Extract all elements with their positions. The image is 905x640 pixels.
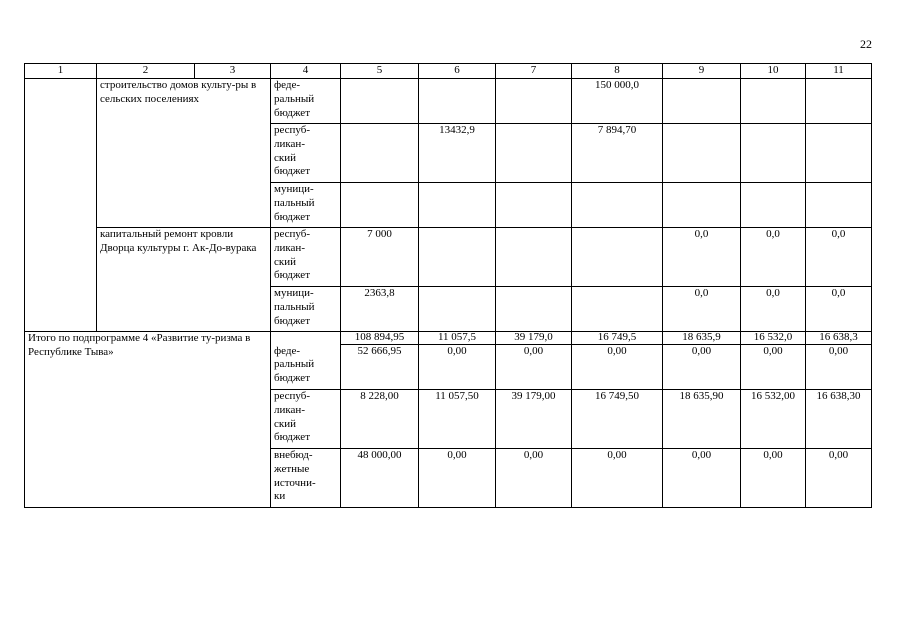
value-cell [806,183,872,228]
header-cell: 11 [806,64,872,79]
page-number: 22 [860,37,872,51]
source-label-federal: феде- ральный бюджет [271,79,341,124]
value-cell [741,183,806,228]
value-cell [663,79,741,124]
value-cell: 0,00 [741,449,806,508]
total-sum-cell: 11 057,5 [419,332,496,345]
value-cell: 150 000,0 [572,79,663,124]
value-cell: 7 000 [341,228,419,287]
value-cell [741,79,806,124]
value-cell: 0,00 [496,345,572,390]
value-cell: 13432,9 [419,124,496,183]
source-label-republic: респуб- ликан- ский бюджет [271,390,341,449]
header-cell: 8 [572,64,663,79]
total-title: Итого по подпрограмме 4 «Развитие ту-ризма в Республике Тыва» [25,332,271,508]
value-cell: 8 228,00 [341,390,419,449]
value-cell: 0,00 [663,449,741,508]
value-cell: 0,0 [741,228,806,287]
empty-cell [271,332,341,345]
total-sum-cell: 18 635,9 [663,332,741,345]
value-cell: 0,0 [663,287,741,332]
value-cell: 16 638,30 [806,390,872,449]
value-cell: 0,00 [806,345,872,390]
source-label-republic: респуб- ликан- ский бюджет [271,228,341,287]
value-cell [806,79,872,124]
value-cell [572,183,663,228]
value-cell: 11 057,50 [419,390,496,449]
value-cell: 0,00 [741,345,806,390]
header-cell: 9 [663,64,741,79]
header-cell: 3 [195,64,271,79]
value-cell: 0,0 [806,287,872,332]
total-sum-cell: 16 638,3 [806,332,872,345]
header-cell: 4 [271,64,341,79]
value-cell [419,183,496,228]
value-cell: 16 749,50 [572,390,663,449]
value-cell [663,183,741,228]
value-cell: 16 532,00 [741,390,806,449]
value-cell: 52 666,95 [341,345,419,390]
value-cell: 0,00 [496,449,572,508]
header-row [25,64,872,79]
event-title: капитальный ремонт кровли Дворца культуры г. Ак-До-вурака [97,228,271,332]
value-cell [806,124,872,183]
value-cell: 0,0 [663,228,741,287]
value-cell: 0,00 [806,449,872,508]
empty-cell [25,79,97,332]
value-cell [663,124,741,183]
source-label-municipal: муници- пальный бюджет [271,287,341,332]
source-label-municipal: муници- пальный бюджет [271,183,341,228]
value-cell [496,287,572,332]
value-cell: 0,0 [741,287,806,332]
value-cell [341,183,419,228]
total-sum-cell: 39 179,0 [496,332,572,345]
value-cell: 7 894,70 [572,124,663,183]
source-label-offbudget: внебюд- жетные источни- ки [271,449,341,508]
header-cell: 1 [25,64,97,79]
header-cell: 10 [741,64,806,79]
value-cell [496,228,572,287]
header-cell: 6 [419,64,496,79]
value-cell [572,228,663,287]
value-cell [741,124,806,183]
value-cell: 0,00 [663,345,741,390]
total-sum-cell: 108 894,95 [341,332,419,345]
event-title: строительство домов культу-ры в сельских поселениях [97,79,271,228]
value-cell [419,287,496,332]
value-cell: 0,00 [419,345,496,390]
budget-table [24,63,872,508]
value-cell [419,228,496,287]
total-sum-cell: 16 749,5 [572,332,663,345]
value-cell: 0,00 [572,345,663,390]
value-cell: 39 179,00 [496,390,572,449]
value-cell: 0,00 [572,449,663,508]
total-row [25,332,872,345]
value-cell [341,79,419,124]
value-cell [496,79,572,124]
value-cell: 0,0 [806,228,872,287]
total-sum-cell: 16 532,0 [741,332,806,345]
value-cell [341,124,419,183]
value-cell [419,79,496,124]
value-cell: 18 635,90 [663,390,741,449]
value-cell [572,287,663,332]
value-cell: 0,00 [419,449,496,508]
value-cell: 2363,8 [341,287,419,332]
value-cell [496,183,572,228]
source-label-republic: респуб- ликан- ский бюджет [271,124,341,183]
table-row [25,79,872,124]
header-cell: 5 [341,64,419,79]
table-row [25,228,872,287]
value-cell: 48 000,00 [341,449,419,508]
header-cell: 2 [97,64,195,79]
source-label-federal: феде- ральный бюджет [271,345,341,390]
value-cell [496,124,572,183]
header-cell: 7 [496,64,572,79]
